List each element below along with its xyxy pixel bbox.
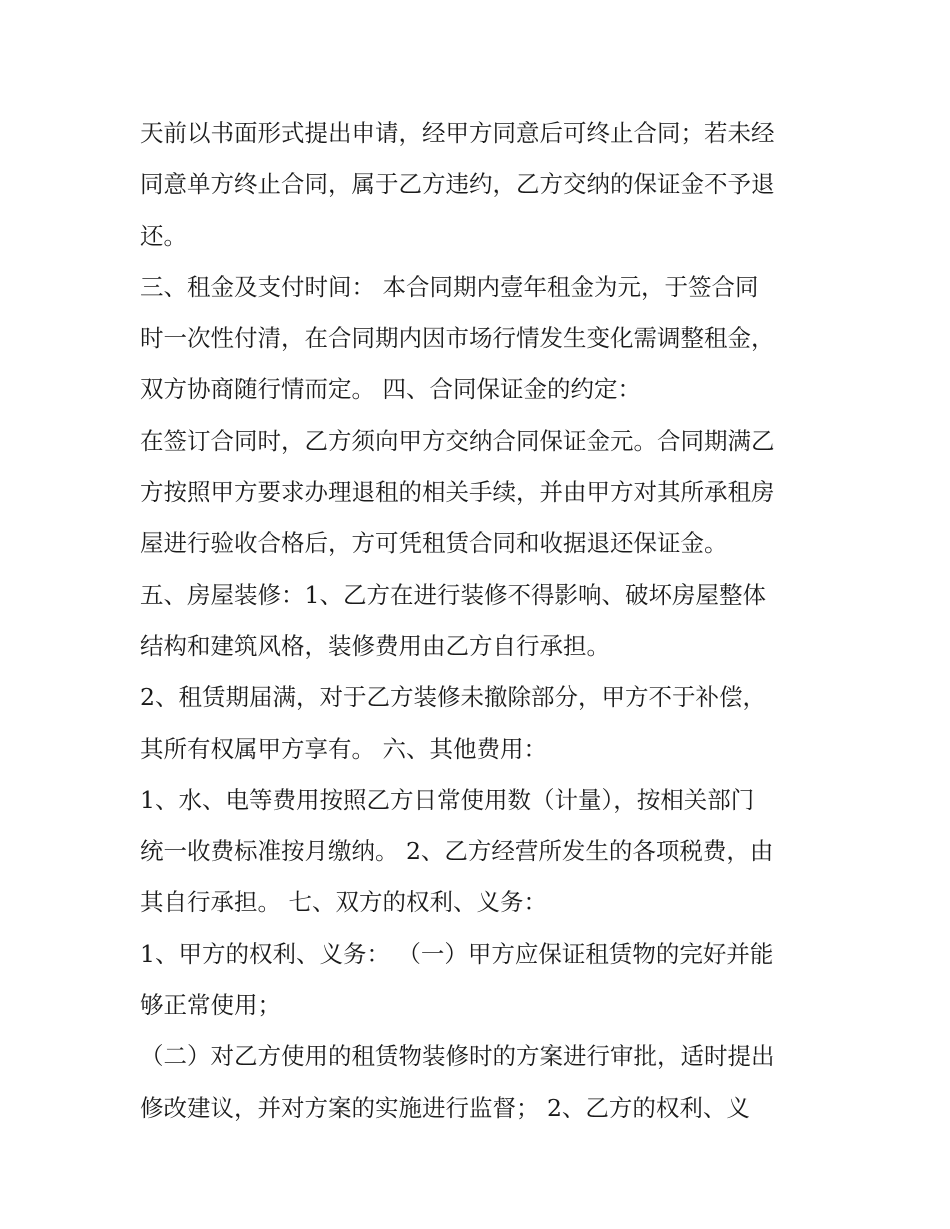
text-line: 2、租赁期届满，对于乙方装修未撤除部分，甲方不于补偿，	[140, 683, 766, 712]
text-line: 时一次性付清，在合同期内因市场行情发生变化需调整租金，	[140, 324, 775, 353]
text-line: 其所有权属甲方享有。 六、其他费用：	[140, 734, 547, 763]
text-line: 结构和建筑风格，装修费用由乙方自行承担。	[140, 631, 610, 660]
text-line: 修改建议，并对方案的实施进行监督； 2、乙方的权利、义	[140, 1093, 750, 1122]
text-line: 同意单方终止合同，属于乙方违约，乙方交纳的保证金不予退	[140, 170, 775, 199]
text-line: 三、租金及支付时间： 本合同期内壹年租金为元，于签合同	[140, 272, 759, 301]
text-line: 还。	[140, 221, 187, 250]
text-line: 天前以书面形式提出申请，经甲方同意后可终止合同；若未经	[140, 119, 775, 147]
text-line: 在签订合同时，乙方须向甲方交纳合同保证金元。合同期满乙	[140, 426, 775, 455]
text-line: 1、水、电等费用按照乙方日常使用数（计量），按相关部门	[140, 785, 755, 814]
text-line: 屋进行验收合格后，方可凭租赁合同和收据退还保证金。	[140, 529, 728, 558]
document-body	[140, 108, 820, 1134]
text-line: 统一收费标准按月缴纳。 2、乙方经营所发生的各项税费，由	[140, 837, 774, 866]
text-line: 其自行承担。 七、双方的权利、义务：	[140, 888, 547, 917]
text-line: 五、房屋装修：1、乙方在进行装修不得影响、破坏房屋整体	[140, 580, 766, 609]
text-line: 双方协商随行情而定。 四、合同保证金的约定：	[140, 375, 641, 404]
text-line: 够正常使用；	[140, 991, 281, 1020]
text-line: 1、甲方的权利、义务： （一）甲方应保证租赁物的完好并能	[140, 939, 774, 968]
text-line: 方按照甲方要求办理退租的相关手续，并由甲方对其所承租房	[140, 478, 775, 507]
text-line: （二）对乙方使用的租赁物装修时的方案进行审批，适时提出	[140, 1042, 775, 1071]
